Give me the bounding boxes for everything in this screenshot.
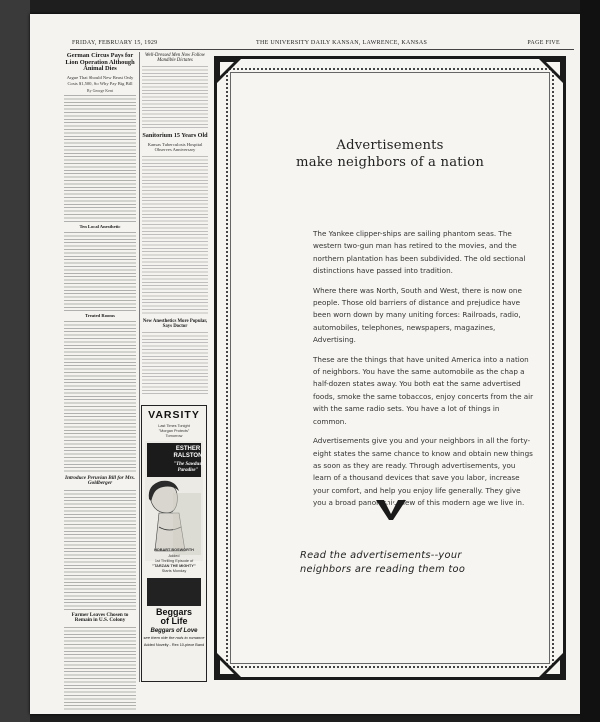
article-text-block <box>142 332 208 394</box>
ad-tagline-line-2: neighbors are reading them too <box>300 564 466 575</box>
ad-headline-line-2: make neighbors of a nation <box>295 154 485 170</box>
article-text-block <box>64 627 136 711</box>
varsity-episode: 1st Thrilling Episode of <box>154 559 194 563</box>
varsity-star-name: ESTHER RALSTON <box>173 446 203 459</box>
masthead-date: FRIDAY, FEBRUARY 15, 1929 <box>72 40 158 46</box>
ad-headline-line-1: Advertisements <box>336 138 444 153</box>
beggars-of-life-title <box>141 608 207 648</box>
varsity-costar: HOBART BOSWORTH <box>154 548 194 552</box>
subhead-sanitorium: Kansas Tuberculosis Hospital Observes Anniversary <box>147 141 203 153</box>
varsity-serial: "TARZAN THE MIGHTY" <box>152 564 196 568</box>
beggars-line-4: see them ride the rods to romance <box>143 635 205 640</box>
ad-paragraph-2: Where there was North, South and West, there is now one people. Those old barriers of distance and prejudice have been worn down by many uniting forces: Railroads, radio, automobiles, telephones, newspapers, magazines, Advertising. <box>313 285 522 345</box>
ad-tagline-line-1: Read the advertisements--your <box>300 550 462 561</box>
masthead-rule <box>70 49 574 50</box>
scanner-edge-right <box>580 0 600 722</box>
varsity-film-title: "The Sawdust Paradise" <box>173 462 203 473</box>
corner-ornament-top-left <box>214 56 244 86</box>
varsity-added: Added <box>168 554 180 558</box>
column-middle <box>142 53 208 403</box>
beggars-line-3: Beggars of Love <box>150 628 198 634</box>
beggars-line-2: of Life <box>160 616 188 626</box>
column-left <box>64 53 136 681</box>
article-text-block <box>64 95 136 223</box>
ad-tagline <box>300 549 560 577</box>
byline-german-circus: By George Kent <box>86 88 114 94</box>
varsity-last-times: Last Times Tonight <box>158 424 190 428</box>
article-text-block <box>64 321 136 473</box>
varsity-title: VARSITY <box>148 409 200 421</box>
article-text-block <box>64 232 136 312</box>
beggars-of-life-illustration <box>147 578 201 606</box>
beggars-line-1: Beggars <box>155 607 192 617</box>
ad-paragraph-3: These are the things that have united America into a nation of neighbors. You have the same automobile as the chap a half-dozen states away. You both eat the same advertised foods, smoke the same tobaccos, enjoy concerts from the air with the same radio sets. You have a lot of things in common. <box>313 354 534 426</box>
headline-treated-rooms: Treated Rooms <box>85 312 115 318</box>
ad-body-copy <box>313 228 535 517</box>
ad-headline <box>252 138 528 171</box>
scanner-edge-left <box>0 0 30 722</box>
headline-well-dressed-men: Well-Dressed Men Now Follow Mandible Dictates <box>144 53 205 64</box>
masthead-paper-name: THE UNIVERSITY DAILY KANSAN, LAWRENCE, KANSAS <box>256 40 428 46</box>
article-text-block <box>142 156 208 316</box>
varsity-current-film: "Morgan Protects" <box>158 429 190 433</box>
article-text-block <box>64 490 136 610</box>
masthead-page-number: PAGE FIVE <box>527 40 560 46</box>
beggars-line-5: Added Novelty - Rex 10-piece Band <box>143 643 205 648</box>
headline-german-circus: German Circus Pays for Lion Operation Although Animal Dies <box>65 52 135 73</box>
headline-new-anesthetics: New Anesthetics More Popular, Says Doctor <box>142 318 208 329</box>
ad-emblem-icon <box>374 496 408 522</box>
masthead <box>42 40 572 49</box>
corner-ornament-bottom-right <box>536 650 566 680</box>
varsity-starts: Starts Monday <box>161 569 187 573</box>
ad-paragraph-4: Advertisements give you and your neighbors in all the forty-eight states the same chance to know and obtain new things as soon as they are ready. Through advertisements, you learn of a thousand devices that save you labor, increase your comfort, and help you enjoy life generally. They give you a broad panoramic view of this modern age we live in. <box>313 436 533 508</box>
subhead-german-circus: Argue That Should New Beast Only Costs $1,500, So Why Pay Big Bill <box>66 75 134 86</box>
column-rule <box>139 52 140 682</box>
corner-ornament-bottom-left <box>214 650 244 680</box>
headline-peruvian-bill: Introduce Peruvian Bill for Mrs. Goldberger <box>65 474 135 487</box>
corner-ornament-top-right <box>536 56 566 86</box>
headline-sanitorium: Sanitorium 15 Years Old <box>142 132 208 140</box>
article-text-block <box>142 66 208 130</box>
headline-local-anesthetic: Ten Local Anesthetic <box>79 224 121 230</box>
varsity-tomorrow: Tomorrow <box>165 434 183 438</box>
ad-paragraph-1: The Yankee clipper-ships are sailing phantom seas. The western two-gun man has retired to the movies, and the northern plantation has been subdivided. The old sectional distinctions have passed into tradition. <box>313 229 526 276</box>
headline-farmer-leaves: Farmer Leaves Chosen to Remain in U.S. Colony <box>71 611 129 624</box>
